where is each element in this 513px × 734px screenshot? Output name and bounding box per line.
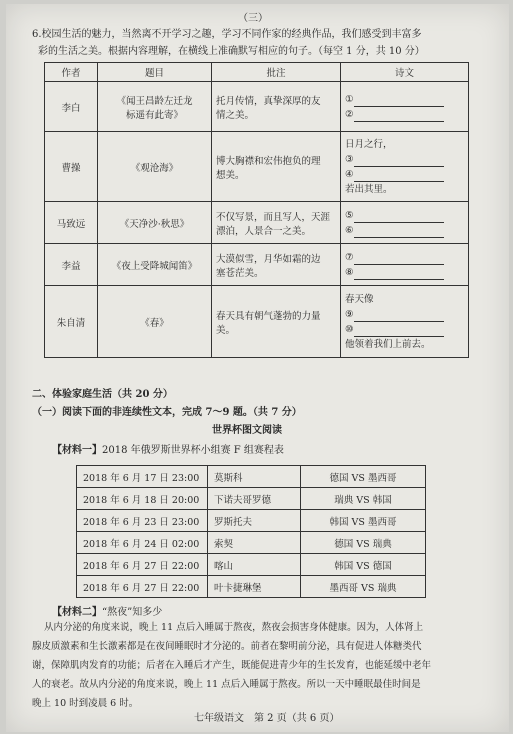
note-line: 春天具有朝气蓬勃的力量: [216, 310, 321, 322]
poem-line-text: ⑨: [345, 308, 354, 320]
material2-label: 【材料二】: [52, 607, 102, 618]
answer-blank[interactable]: [354, 95, 444, 107]
poem-line: [345, 107, 464, 122]
schedule-row: [77, 466, 426, 488]
author-cell: 朱自清: [45, 286, 98, 358]
poem-line-text: ⑦: [345, 251, 354, 263]
schedule-match-cell: 韩国 VS 墨西哥: [301, 510, 426, 532]
poem-line-text: 春天像: [345, 293, 374, 305]
poem-cell: [341, 82, 469, 132]
part2-subheading: （一）阅读下面的非连续性文本，完成 7～9 题。（共 7 分）: [32, 407, 302, 418]
schedule-row: [77, 554, 426, 576]
answer-blank[interactable]: [354, 211, 444, 223]
schedule-time-cell: 2018 年 6 月 24 日 02:00: [77, 532, 208, 554]
title-cell: [98, 132, 212, 202]
schedule-time-cell: 2018 年 6 月 27 日 22:00: [77, 576, 208, 598]
schedule-row: [77, 532, 426, 554]
schedule-table: [76, 465, 426, 598]
schedule-row: [77, 488, 426, 510]
title-line: 《观沧海》: [130, 162, 179, 174]
answer-blank[interactable]: [354, 110, 444, 122]
material2-line: 从内分泌的角度来说，晚上 11 点后入睡属于熬夜，熬夜会损害身体健康。因为，人体肾上: [44, 622, 424, 633]
note-line: 想美。: [216, 169, 245, 181]
poem-line: [345, 208, 464, 223]
schedule-row: [77, 510, 426, 532]
poem-cell: [341, 132, 469, 202]
answer-blank[interactable]: [354, 253, 444, 265]
poem-line-text: 若出其里。: [345, 183, 393, 195]
schedule-time-cell: 2018 年 6 月 18 日 20:00: [77, 488, 208, 510]
schedule-time-cell: 2018 年 6 月 17 日 23:00: [77, 466, 208, 488]
title-cell: [98, 82, 212, 132]
poem-line-text: 他领着我们上前去。: [345, 338, 431, 350]
poem-line: [345, 167, 464, 182]
schedule-venue-cell: 喀山: [208, 554, 301, 576]
schedule-venue-cell: 叶卡捷琳堡: [208, 576, 301, 598]
note-line: 大漠似雪，月华如霜的边: [216, 253, 321, 265]
title-line: 《春》: [140, 317, 169, 329]
poem-cell: [341, 202, 469, 244]
poem-cell: [341, 244, 469, 286]
author-cell: 曹操: [45, 132, 98, 202]
author-cell: 李白: [45, 82, 98, 132]
title-line: 《夜上受降城闻笛》: [111, 260, 198, 272]
material2-line: 谢，保障肌肉发育的功能；后者在入睡后才产生，既能促进青少年的生长发育，也能延缓中老年: [32, 660, 432, 671]
note-cell: [212, 202, 341, 244]
note-cell: [212, 244, 341, 286]
exam-page: [6, 4, 509, 732]
section-number: （三）: [238, 13, 268, 24]
answer-blank[interactable]: [354, 310, 444, 322]
note-line: 托月传情，真挚深厚的友: [216, 95, 321, 107]
poem-line: [345, 265, 464, 280]
title-cell: [98, 286, 212, 358]
schedule-match-cell: 墨西哥 VS 瑞典: [301, 576, 426, 598]
title-line: 《闻王昌龄左迁龙: [116, 95, 193, 107]
poem-line: [345, 137, 464, 152]
poem-table: [44, 62, 469, 358]
author-cell: 李益: [45, 244, 98, 286]
poem-line-text: ④: [345, 168, 354, 180]
material2-title: “熬夜”知多少: [102, 607, 163, 618]
poem-line-text: ①: [345, 93, 354, 105]
schedule-row: [77, 576, 426, 598]
material1-title: 2018 年俄罗斯世界杯小组赛 F 组赛程表: [102, 445, 284, 456]
poem-line-text: ②: [345, 108, 354, 120]
poem-row: [45, 132, 469, 202]
poem-line-text: 日月之行，: [345, 138, 393, 150]
note-line: 漂泊，人景合一之美。: [216, 225, 312, 237]
material2-body: [32, 618, 492, 713]
poem-line: [345, 182, 464, 197]
schedule-venue-cell: 罗斯托夫: [208, 510, 301, 532]
poem-row: [45, 286, 469, 358]
poem-line-text: ③: [345, 153, 354, 165]
poem-line: [345, 307, 464, 322]
poem-line-text: ⑩: [345, 323, 354, 335]
header-note: 批注: [212, 63, 341, 82]
answer-blank[interactable]: [354, 170, 444, 182]
poem-line: [345, 292, 464, 307]
poem-line-text: ⑧: [345, 266, 354, 278]
schedule-match-cell: 瑞典 VS 韩国: [301, 488, 426, 510]
title-cell: [98, 202, 212, 244]
title-cell: [98, 244, 212, 286]
schedule-match-cell: 德国 VS 墨西哥: [301, 466, 426, 488]
note-line: 博大胸襟和宏伟抱负的理: [216, 155, 321, 167]
schedule-match-cell: 德国 VS 瑞典: [301, 532, 426, 554]
schedule-time-cell: 2018 年 6 月 27 日 22:00: [77, 554, 208, 576]
note-cell: [212, 82, 341, 132]
header-author: 作者: [45, 63, 98, 82]
schedule-venue-cell: 下诺夫哥罗德: [208, 488, 301, 510]
header-title: 题目: [98, 63, 212, 82]
poem-line: [345, 337, 464, 352]
note-line: 美。: [216, 324, 236, 336]
title-line: 标遥有此寄》: [125, 109, 183, 121]
material1-heading: [52, 444, 284, 457]
poem-row: [45, 244, 469, 286]
poem-line-text: ⑤: [345, 209, 354, 221]
center-title: 世界杯图文阅读: [212, 425, 282, 436]
poem-cell: [341, 286, 469, 358]
note-line: 情之美。: [216, 109, 255, 121]
answer-blank[interactable]: [354, 155, 444, 167]
question-6-line1: 6.校园生活的魅力，当然离不开学习之趣，学习不同作家的经典作品，我们感受到丰富多: [32, 29, 422, 40]
poem-line: [345, 92, 464, 107]
material2-line: 腺皮质激素和生长激素都是在夜间睡眠时才分泌的。前者在黎明前分泌，具有促进人体糖类代: [32, 641, 422, 652]
part2-heading: 二、体验家庭生活（共 20 分）: [32, 389, 173, 400]
note-cell: [212, 132, 341, 202]
poem-line: [345, 250, 464, 265]
answer-blank[interactable]: [354, 268, 444, 280]
schedule-venue-cell: 莫斯科: [208, 466, 301, 488]
material1-label: 【材料一】: [52, 445, 102, 456]
schedule-time-cell: 2018 年 6 月 23 日 23:00: [77, 510, 208, 532]
poem-line: [345, 322, 464, 337]
material2-line: 晚上 10 时到凌晨 6 时。: [32, 698, 139, 709]
title-line: 《天净沙·秋思》: [119, 218, 190, 230]
header-poem: 诗文: [341, 63, 469, 82]
poem-row: [45, 202, 469, 244]
answer-blank[interactable]: [354, 325, 444, 337]
author-cell: 马致远: [45, 202, 98, 244]
note-cell: [212, 286, 341, 358]
poem-line: [345, 223, 464, 238]
schedule-venue-cell: 索契: [208, 532, 301, 554]
poem-line: [345, 152, 464, 167]
poem-row: [45, 82, 469, 132]
material2-line: 人的衰老。故从内分泌的角度来说，晚上 11 点后入睡属于熬夜。所以一天中睡眠最佳时间是: [32, 679, 421, 690]
note-line: 不仅写景，而且写人，天涯: [216, 211, 331, 223]
note-line: 塞苍茫美。: [216, 267, 264, 279]
schedule-match-cell: 韩国 VS 德国: [301, 554, 426, 576]
question-6-line2: 彩的生活之美。根据内容理解，在横线上准确默写相应的句子。（每空 1 分，共 10 分）: [38, 46, 425, 57]
poem-line-text: ⑥: [345, 224, 354, 236]
answer-blank[interactable]: [354, 226, 444, 238]
page-footer: 七年级语文 第 2 页（共 6 页）: [194, 713, 340, 724]
